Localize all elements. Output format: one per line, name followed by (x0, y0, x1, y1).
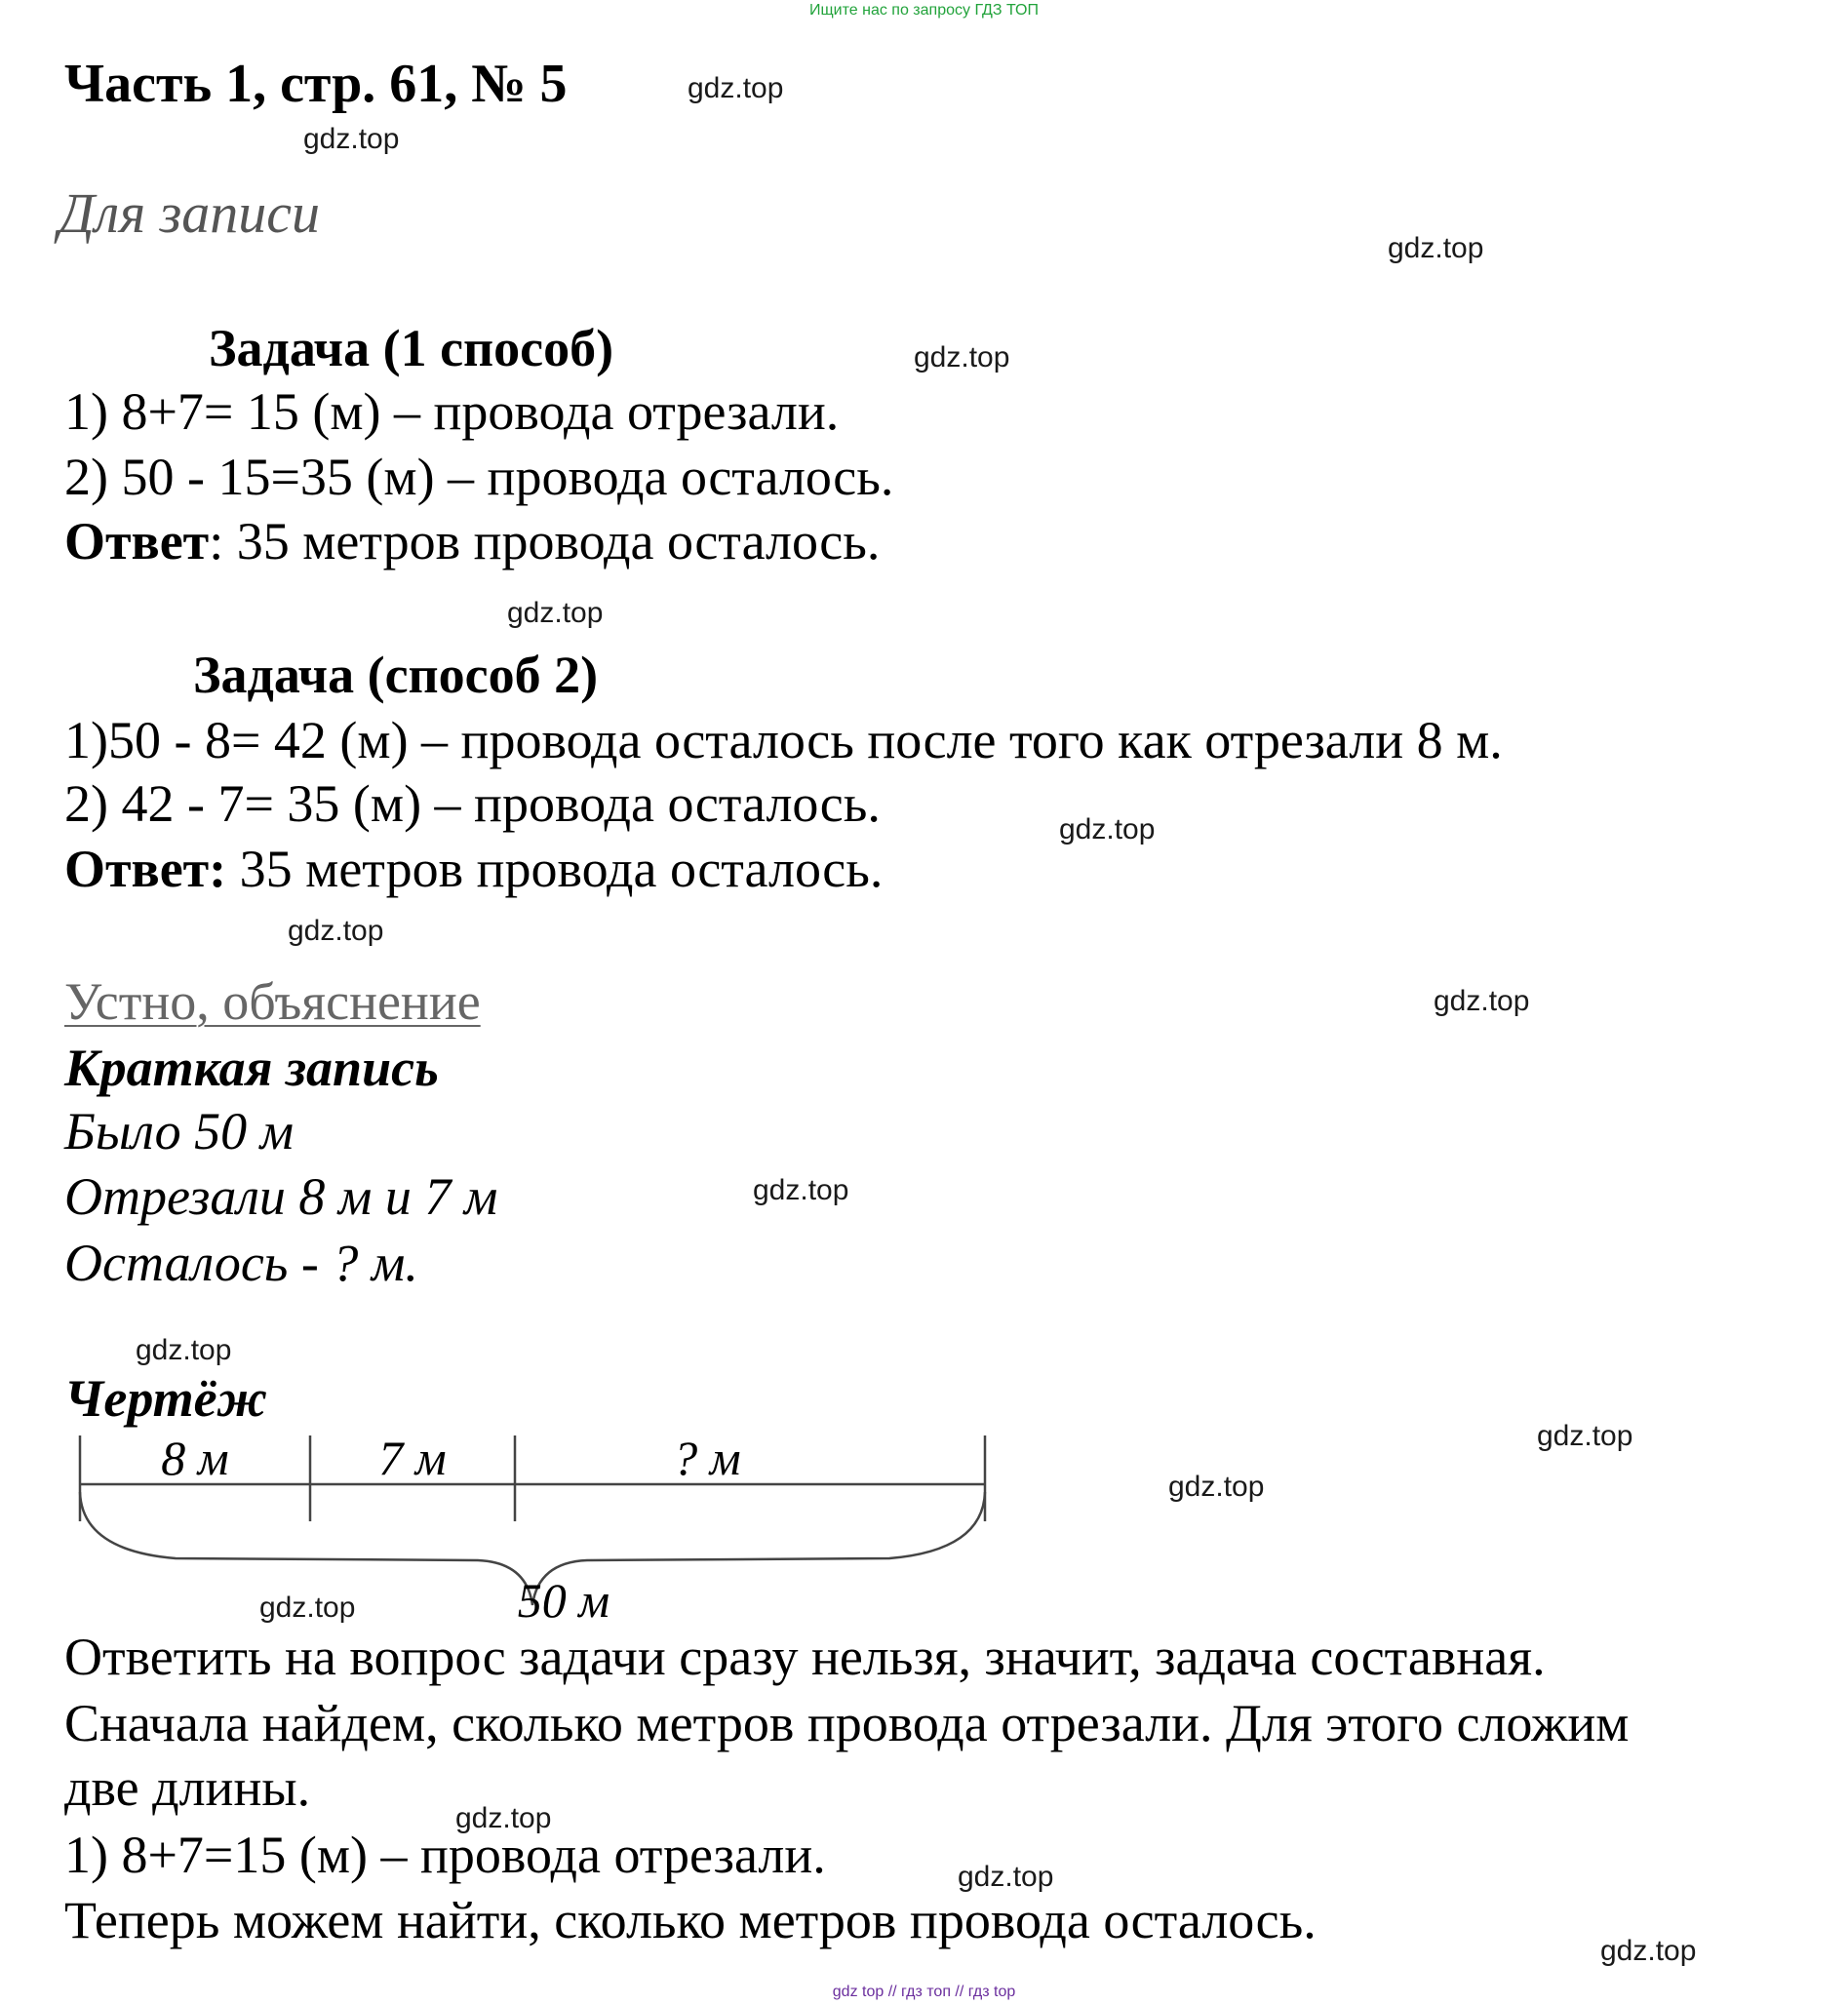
record-line-1: Было 50 м (64, 1102, 295, 1160)
watermark: gdz.top (1059, 813, 1156, 845)
method1-step1: 1) 8+7= 15 (м) – провода отрезали. (64, 382, 840, 441)
watermark: gdz.top (1600, 1935, 1697, 1967)
watermark: gdz.top (303, 123, 400, 155)
watermark: gdz.top (958, 1861, 1054, 1893)
explanation-line-3: две длины. (64, 1758, 311, 1817)
watermark: gdz.top (1537, 1420, 1633, 1452)
watermark: gdz.top (753, 1174, 849, 1206)
answer-text: 35 метров провода осталось. (226, 840, 884, 898)
short-record-heading: Краткая запись (64, 1039, 439, 1097)
oral-heading: Устно, объяснение (64, 972, 481, 1031)
explanation-step-1: 1) 8+7=15 (м) – провода отрезали. (64, 1826, 826, 1884)
top-note: Ищите нас по запросу ГДЗ ТОП (809, 2, 1039, 19)
explanation-line-4: Теперь можем найти, сколько метров провода осталось. (64, 1891, 1317, 1949)
bottom-note: gdz top // гдз топ // гдз top (832, 1984, 1016, 2000)
answer-label: Ответ (64, 512, 210, 570)
segment-label-3: ? м (673, 1431, 741, 1485)
page-title: Часть 1, стр. 61, № 5 (64, 54, 568, 114)
method1-step2: 2) 50 - 15=35 (м) – провода осталось. (64, 448, 894, 506)
record-line-2: Отрезали 8 м и 7 м (64, 1167, 498, 1226)
segment-label-1: 8 м (161, 1431, 229, 1485)
watermark: gdz.top (136, 1334, 232, 1366)
answer-text: : 35 метров провода осталось. (209, 512, 881, 570)
method2-heading: Задача (способ 2) (193, 646, 599, 704)
drawing-heading: Чертёж (64, 1369, 268, 1428)
total-label: 50 м (517, 1573, 610, 1628)
method2-answer (64, 840, 884, 898)
watermark: gdz.top (288, 915, 384, 947)
watermark: gdz.top (259, 1592, 356, 1624)
method2-step2: 2) 42 - 7= 35 (м) – провода осталось. (64, 774, 881, 833)
method1-answer (64, 512, 881, 570)
method2-step1: 1)50 - 8= 42 (м) – провода осталось после того как отрезали 8 м. (64, 711, 1503, 769)
segment-diagram (68, 1414, 1004, 1629)
watermark: gdz.top (455, 1802, 552, 1834)
explanation-line-1: Ответить на вопрос задачи сразу нельзя, значит, задача составная. (64, 1628, 1546, 1686)
watermark: gdz.top (688, 72, 784, 104)
record-line-3: Осталось - ? м. (64, 1234, 418, 1292)
watermark: gdz.top (507, 597, 604, 629)
watermark: gdz.top (1168, 1471, 1265, 1503)
watermark: gdz.top (1388, 232, 1484, 264)
segment-label-2: 7 м (378, 1431, 447, 1485)
watermark: gdz.top (1434, 985, 1530, 1017)
explanation-line-2: Сначала найдем, сколько метров провода отрезали. Для этого сложим (64, 1694, 1630, 1752)
watermark: gdz.top (914, 341, 1010, 373)
answer-label: Ответ: (64, 840, 227, 898)
section-label: Для записи (59, 181, 321, 245)
method1-heading: Задача (1 способ) (209, 319, 614, 377)
